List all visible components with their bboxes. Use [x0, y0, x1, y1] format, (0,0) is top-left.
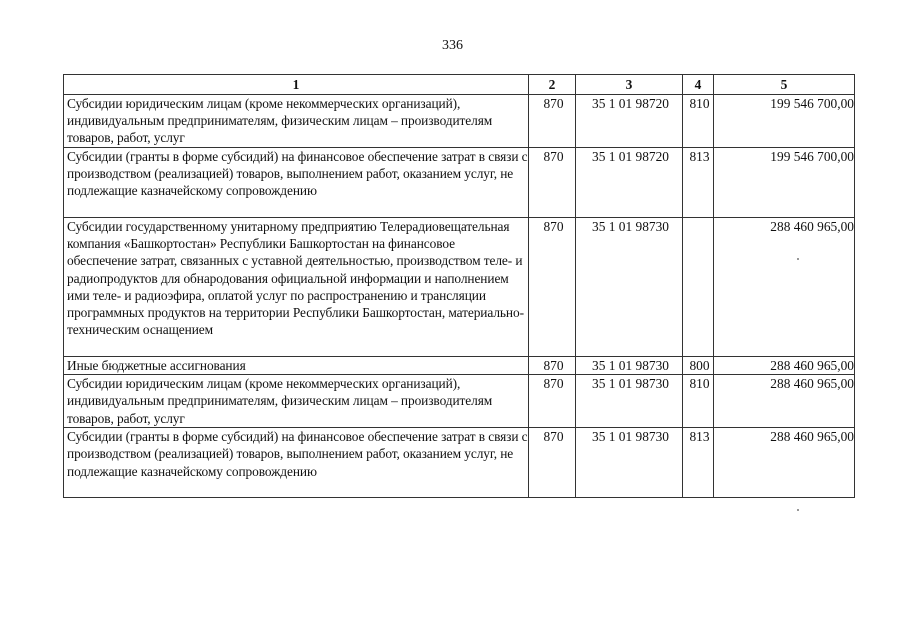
row-name: Субсидии (гранты в форме субсидий) на финансовое обеспечение затрат в связи с производством (реализацией) товаров, выполнением работ, оказанием услуг, не подлежащие казначейскому сопровождению: [64, 428, 529, 498]
row-sum: 288 460 965,00: [714, 428, 855, 498]
row-code: 870: [529, 218, 576, 357]
budget-table: [63, 74, 855, 498]
row-vr: 810: [683, 95, 714, 148]
row-csr: 35 1 01 98730: [576, 218, 683, 357]
row-vr: [683, 218, 714, 357]
row-code: 870: [529, 148, 576, 218]
header-col-4: 4: [683, 75, 714, 95]
row-vr: 800: [683, 357, 714, 375]
table-row: [64, 357, 855, 375]
row-sum: 288 460 965,00: [714, 375, 855, 428]
header-col-3: 3: [576, 75, 683, 95]
row-csr: 35 1 01 98730: [576, 375, 683, 428]
page-number: 336: [442, 38, 463, 53]
scan-speck: [797, 509, 799, 511]
row-vr: 813: [683, 428, 714, 498]
scan-speck: [797, 258, 799, 260]
header-row: [64, 75, 855, 95]
row-name: Иные бюджетные ассигнования: [64, 357, 529, 375]
row-vr: 813: [683, 148, 714, 218]
row-csr: 35 1 01 98730: [576, 357, 683, 375]
table-row: [64, 428, 855, 498]
row-name: Субсидии юридическим лицам (кроме некоммерческих организаций), индивидуальным предпринимателям, физическим лицам – производителям товаров, работ, услуг: [64, 375, 529, 428]
row-code: 870: [529, 375, 576, 428]
row-code: 870: [529, 95, 576, 148]
row-name: Субсидии (гранты в форме субсидий) на финансовое обеспечение затрат в связи с производством (реализацией) товаров, выполнением работ, оказанием услуг, не подлежащие казначейскому сопровождению: [64, 148, 529, 218]
row-name: Субсидии юридическим лицам (кроме некоммерческих организаций), индивидуальным предпринимателям, физическим лицам – производителям товаров, работ, услуг: [64, 95, 529, 148]
row-csr: 35 1 01 98720: [576, 148, 683, 218]
row-sum: 199 546 700,00: [714, 148, 855, 218]
row-sum: 288 460 965,00: [714, 357, 855, 375]
row-csr: 35 1 01 98730: [576, 428, 683, 498]
row-name: Субсидии государственному унитарному предприятию Телерадиовещательная компания «Башкортостан» Республики Башкортостан на финансовое обеспечение затрат, связанных с уставной деятельностью, производством теле- и радиопродуктов для обнародования официальной информации и наполнением ими теле- и радиоэфира, оплатой услуг по распространению и трансляции программных продуктов на территории Республики Башкортостан, материально-техническим оснащением: [64, 218, 529, 357]
table-row: [64, 95, 855, 148]
row-vr: 810: [683, 375, 714, 428]
row-sum: 199 546 700,00: [714, 95, 855, 148]
row-code: 870: [529, 357, 576, 375]
header-col-2: 2: [529, 75, 576, 95]
row-sum: 288 460 965,00: [714, 218, 855, 357]
row-csr: 35 1 01 98720: [576, 95, 683, 148]
table-row: [64, 375, 855, 428]
header-col-1: 1: [64, 75, 529, 95]
table-row: [64, 148, 855, 218]
table-row: [64, 218, 855, 357]
row-code: 870: [529, 428, 576, 498]
header-col-5: 5: [714, 75, 855, 95]
